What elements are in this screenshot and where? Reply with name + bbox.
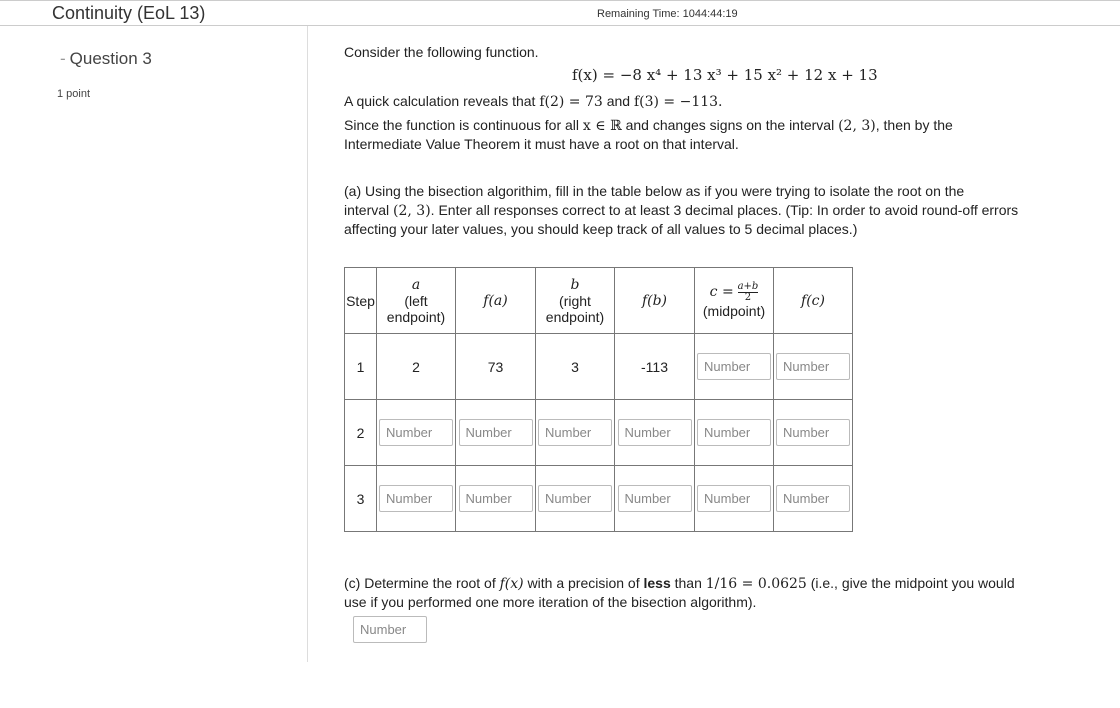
header-c-desc: (midpoint)	[702, 303, 766, 319]
header-fa: f(a)	[456, 268, 536, 334]
timer-label: Remaining Time:	[597, 8, 680, 20]
part-c-line-1	[344, 574, 1015, 594]
header-a-var: a	[411, 276, 421, 293]
ivt-set: x ∈ ℝ	[582, 118, 622, 134]
header-step: Step	[345, 268, 377, 334]
remaining-time	[597, 8, 738, 20]
header-b-desc1: (right	[559, 292, 591, 309]
intro-line: Consider the following function.	[344, 44, 539, 60]
row1-a: 2	[377, 334, 456, 400]
header-a-desc2: endpoint)	[386, 308, 446, 325]
header-a	[377, 268, 456, 334]
row2-fa-input[interactable]	[459, 419, 533, 446]
row3-step: 3	[345, 466, 377, 532]
part-c-text-c: than	[674, 575, 702, 591]
column-divider	[307, 26, 308, 662]
row1-fa: 73	[456, 334, 536, 400]
header-c-fraction	[738, 282, 759, 303]
part-c-line-2: use if you performed one more iteration of the bisection algorithm).	[344, 594, 757, 610]
timer-value: 1044:44:19	[682, 8, 738, 20]
calc-f2: f(2) = 73	[539, 94, 603, 110]
table-row	[345, 400, 853, 466]
bisection-table	[344, 267, 853, 532]
part-a-line-2	[344, 201, 1018, 221]
part-a-text-a: interval	[344, 202, 390, 218]
header-c-den: 2	[738, 292, 759, 303]
root-answer-input[interactable]	[353, 616, 427, 643]
part-c-precision: 1/16 = 0.0625	[705, 576, 807, 592]
row3-fb-input[interactable]	[618, 485, 692, 512]
part-a-line-1: (a) Using the bisection algorithim, fill in the table below as if you were trying to isolate the root on the	[344, 183, 965, 199]
row2-b-input[interactable]	[538, 419, 612, 446]
header-c-eq: c =	[709, 284, 734, 301]
ivt-text-b: and changes signs on the interval	[625, 117, 835, 133]
part-a-text-b: . Enter all responses correct to at least 3 decimal places. (Tip: In order to avoid round-off errors	[430, 202, 1019, 218]
table-row	[345, 334, 853, 400]
row1-fc-input[interactable]	[776, 353, 850, 380]
part-c-bold: less	[643, 575, 671, 591]
header-fc: f(c)	[774, 268, 853, 334]
part-c-text-a: (c) Determine the root of	[344, 575, 496, 591]
header-c-num: a+b	[737, 281, 759, 292]
part-a-line-3: affecting your later values, you should keep track of all values to 5 decimal places.)	[344, 221, 858, 237]
ivt-interval: (2, 3)	[838, 118, 876, 134]
table-row	[345, 466, 853, 532]
row3-c-input[interactable]	[697, 485, 771, 512]
calc-f3: f(3) = −113.	[633, 94, 723, 110]
function-definition: f(x) = −8 x⁴ + 13 x³ + 15 x² + 12 x + 13	[572, 66, 878, 84]
row1-step: 1	[345, 334, 377, 400]
part-c-text-d: (i.e., give the midpoint you would	[810, 575, 1015, 591]
row1-fb: -113	[615, 334, 695, 400]
header-c-formula	[695, 282, 773, 303]
part-a-interval: (2, 3)	[393, 203, 431, 219]
assignment-title: Continuity (EoL 13)	[52, 3, 206, 23]
header-b-desc2: endpoint)	[545, 308, 605, 325]
row1-c-input[interactable]	[697, 353, 771, 380]
row2-step: 2	[345, 400, 377, 466]
question-label: Question 3	[69, 49, 152, 68]
row3-fc-input[interactable]	[776, 485, 850, 512]
row3-fa-input[interactable]	[459, 485, 533, 512]
header-c	[695, 268, 774, 334]
table-header-row	[345, 268, 853, 334]
row2-c-input[interactable]	[697, 419, 771, 446]
row3-b-input[interactable]	[538, 485, 612, 512]
ivt-text-a: Since the function is continuous for all	[344, 117, 580, 133]
header-b	[536, 268, 615, 334]
calc-line	[344, 92, 723, 112]
calc-and: and	[606, 93, 631, 109]
ivt-line-2: Intermediate Value Theorem it must have a root on that interval.	[344, 136, 739, 152]
top-bar	[0, 0, 1120, 26]
row2-a-input[interactable]	[379, 419, 453, 446]
question-points: 1 point	[57, 88, 91, 100]
header-b-var: b	[570, 276, 580, 293]
row2-fc-input[interactable]	[776, 419, 850, 446]
row1-b: 3	[536, 334, 615, 400]
header-a-desc1: (left	[404, 292, 428, 309]
part-c-fx: f(x)	[499, 576, 524, 592]
question-toggle[interactable]	[60, 49, 152, 69]
part-c-text-b: with a precision of	[527, 575, 640, 591]
collapse-dash-icon[interactable]: -	[60, 49, 66, 68]
row2-fb-input[interactable]	[618, 419, 692, 446]
row3-a-input[interactable]	[379, 485, 453, 512]
calc-prefix: A quick calculation reveals that	[344, 93, 536, 109]
header-fb: f(b)	[615, 268, 695, 334]
ivt-text-c: , then by the	[875, 117, 953, 133]
ivt-line-1	[344, 116, 953, 136]
